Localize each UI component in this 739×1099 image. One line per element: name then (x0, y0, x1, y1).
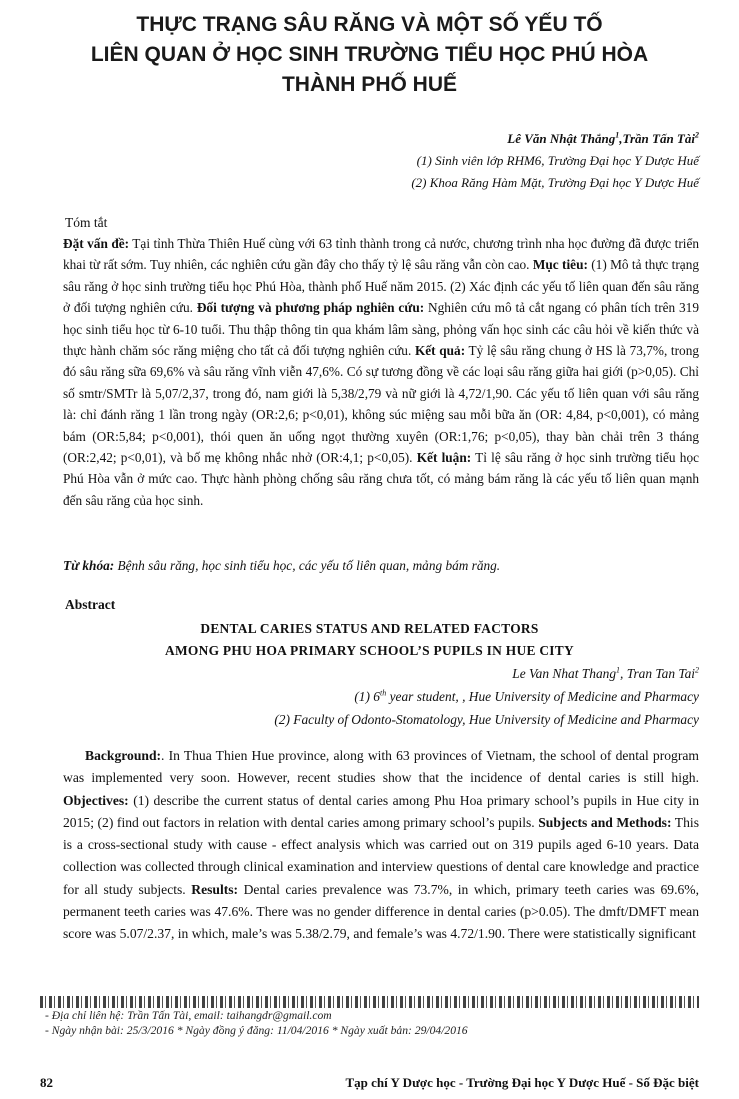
en-text-objectives: (1) describe the current status of dental caries among Phu Hoa primary school’s pupils in Hue city in 2015; (2) find out factors in relation with dental caries among primary school’s pupils. (63, 792, 699, 830)
author-names (411, 128, 699, 150)
en-label-methods: Subjects and Methods: (538, 814, 672, 830)
abstract-paragraph (63, 745, 699, 946)
journal-name: Tạp chí Y Dược học - Trường Đại học Y Dược Huế - Số Đặc biệt (345, 1075, 699, 1090)
english-affil-1-pre: (1) 6 (354, 689, 381, 704)
label-conclusion: Kết luận: (416, 450, 472, 466)
en-label-results: Results: (191, 881, 239, 897)
title-line-1: THỰC TRẠNG SÂU RĂNG VÀ MỘT SỐ YẾU TỐ (136, 13, 603, 36)
title-line-2: LIÊN QUAN Ở HỌC SINH TRƯỜNG TIỂU HỌC PHÚ HÒA (90, 43, 649, 66)
english-title (60, 618, 679, 662)
label-methods: Đối tượng và phương pháp nghiên cứu: (196, 300, 425, 316)
text-results: Tỷ lệ sâu răng chung ở HS là 73,7%, trong đó sâu răng sữa 69,6% và sâu răng vĩnh viễn 47,6%. Có sự tương đồng về các loại sâu răng giữa hai giới (p>0,05). Chỉ số smtr/SMTr là 5,07/2,37, trong đó, nam giới là 5,38/2,79 và nữ giới là 4,72/1,90. Các yếu tố liên quan với sâu răng là: chỉ đánh răng 1 lần trong ngày (OR:2,6; p<0,01), không súc miệng sau mỗi bữa ăn (OR: 4,84, p<0,001), có mảng bám (OR:5,84; p<0,001), thói quen ăn uống ngọt thường xuyên (OR:1,76; p<0,05), thay bàn chải trên 3 tháng (OR:2,42; p<0,01), và bố mẹ không nhắc nhở (OR:4,1; p<0,05). (63, 343, 699, 466)
summary-paragraph (63, 233, 699, 511)
text-background: Tại tỉnh Thừa Thiên Huế cùng với 63 tỉnh thành trong cả nước, chương trình nha học đường đã được triển khai từ rất sớm. Tuy nhiên, các nghiên cứu gần đây cho thấy tỷ lệ sâu răng vẫn còn cao. (63, 236, 699, 273)
affiliation-2: (2) Khoa Răng Hàm Mặt, Trường Đại học Y Dược Huế (411, 175, 699, 190)
english-title-line-1: DENTAL CARIES STATUS AND RELATED FACTORS (200, 621, 539, 636)
en-text-methods: This is a cross-sectional study with cause - effect analysis which was carried out on 319 pupils aged 6-10 years. Data collection was collected through clinical examination and interview questions of dental care knowledge and practice for all study subjects. (63, 814, 699, 897)
english-author-separator: , (620, 666, 627, 681)
en-text-background: . In Thua Thien Hue province, along with 63 provinces of Vietnam, the school of dental program was implemented very soon. However, recent studies show that the incidence of dental caries is still high. (63, 748, 699, 786)
author-2-name: Trần Tấn Tài (622, 131, 695, 146)
footnote-dates: - Ngày nhận bài: 25/3/2016 * Ngày đồng ý đăng: 11/04/2016 * Ngày xuất bản: 29/04/2016 (45, 1024, 468, 1037)
summary-heading: Tóm tắt (65, 215, 108, 230)
title-line-3: THÀNH PHỐ HUẾ (281, 73, 457, 96)
footnote-contact: - Địa chỉ liên hệ: Trần Tấn Tài, email: taihangdr@gmail.com (45, 1009, 332, 1022)
author-1-sup: 1 (615, 130, 620, 140)
en-label-objectives: Objectives: (63, 792, 129, 808)
author-2-sup: 2 (695, 130, 699, 140)
english-affiliation-1 (274, 685, 699, 708)
label-results: Kết quả: (414, 343, 466, 359)
text-conclusion: Tỉ lệ sâu răng ở học sinh trường tiểu học Phú Hòa vẫn ở mức cao. Thực hành phòng chống sâu răng chưa tốt, có mảng bám răng là các yếu tố liên quan mạnh đến sâu răng của học sinh. (63, 450, 699, 508)
english-author-2: Tran Tan Tai (626, 666, 695, 681)
english-author-names (274, 662, 699, 685)
author-separator: , (619, 131, 623, 146)
en-label-background: Background: (85, 748, 162, 763)
article-title (40, 10, 699, 100)
english-title-line-2: AMONG PHU HOA PRIMARY SCHOOL’S PUPILS IN HUE CITY (164, 643, 575, 658)
english-author-2-sup: 2 (695, 665, 699, 675)
text-methods: Nghiên cứu mô tả cắt ngang có phân tích trên 319 học sinh tiểu học từ 6-10 tuổi. Thu thập thông tin qua khám lâm sàng, phỏng vấn học sinh các câu hỏi về kiến thức và thực hành chăm sóc răng miệng cho tất cả đối tượng nghiên cứu. (63, 300, 699, 359)
english-affiliation-2: (2) Faculty of Odonto-Stomatology, Hue University of Medicine and Pharmacy (274, 712, 699, 727)
english-author-1: Le Van Nhat Thang (512, 666, 617, 681)
label-background: Đặt vấn đề: (63, 236, 130, 251)
keywords-text: Bệnh sâu răng, học sinh tiểu học, các yếu tố liên quan, mảng bám răng. (114, 558, 501, 573)
author-1-name: Lê Văn Nhật Thắng (507, 131, 616, 146)
abstract-heading: Abstract (65, 597, 116, 612)
authors-english (274, 662, 699, 731)
authors-vietnamese (411, 128, 699, 194)
english-author-1-sup: 1 (616, 665, 621, 675)
affiliation-1: (1) Sinh viên lớp RHM6, Trường Đại học Y Dược Huế (416, 153, 699, 168)
label-objectives: Mục tiêu: (532, 257, 588, 273)
english-affil-1-post: year student, , Hue University of Medicine and Pharmacy (386, 689, 699, 704)
english-affil-1-sup: th (380, 688, 387, 698)
text-objectives: (1) Mô tả thực trạng sâu răng ở học sinh trường tiểu học Phú Hòa, thành phố Huế năm 2015. (2) Xác định các yếu tố liên quan đến sâu răng ở đối tượng nghiên cứu. (63, 257, 699, 316)
footnote (45, 1008, 695, 1038)
keywords (63, 555, 699, 576)
page-footer (40, 1075, 699, 1093)
keywords-label: Từ khóa: (63, 558, 115, 573)
footnote-divider (40, 996, 699, 1008)
page-number: 82 (40, 1075, 53, 1090)
en-text-results: Dental caries prevalence was 73.7%, in which, primary teeth caries was 69.6%, permanent teeth caries was 47.6%. There was no gender difference in dental caries (p>0.05). The dmft/DMFT mean score was 5.07/2.37, in which, male’s was 5.38/2.79, and female’s was 4.72/1.90. There were statistically significant (63, 881, 699, 942)
